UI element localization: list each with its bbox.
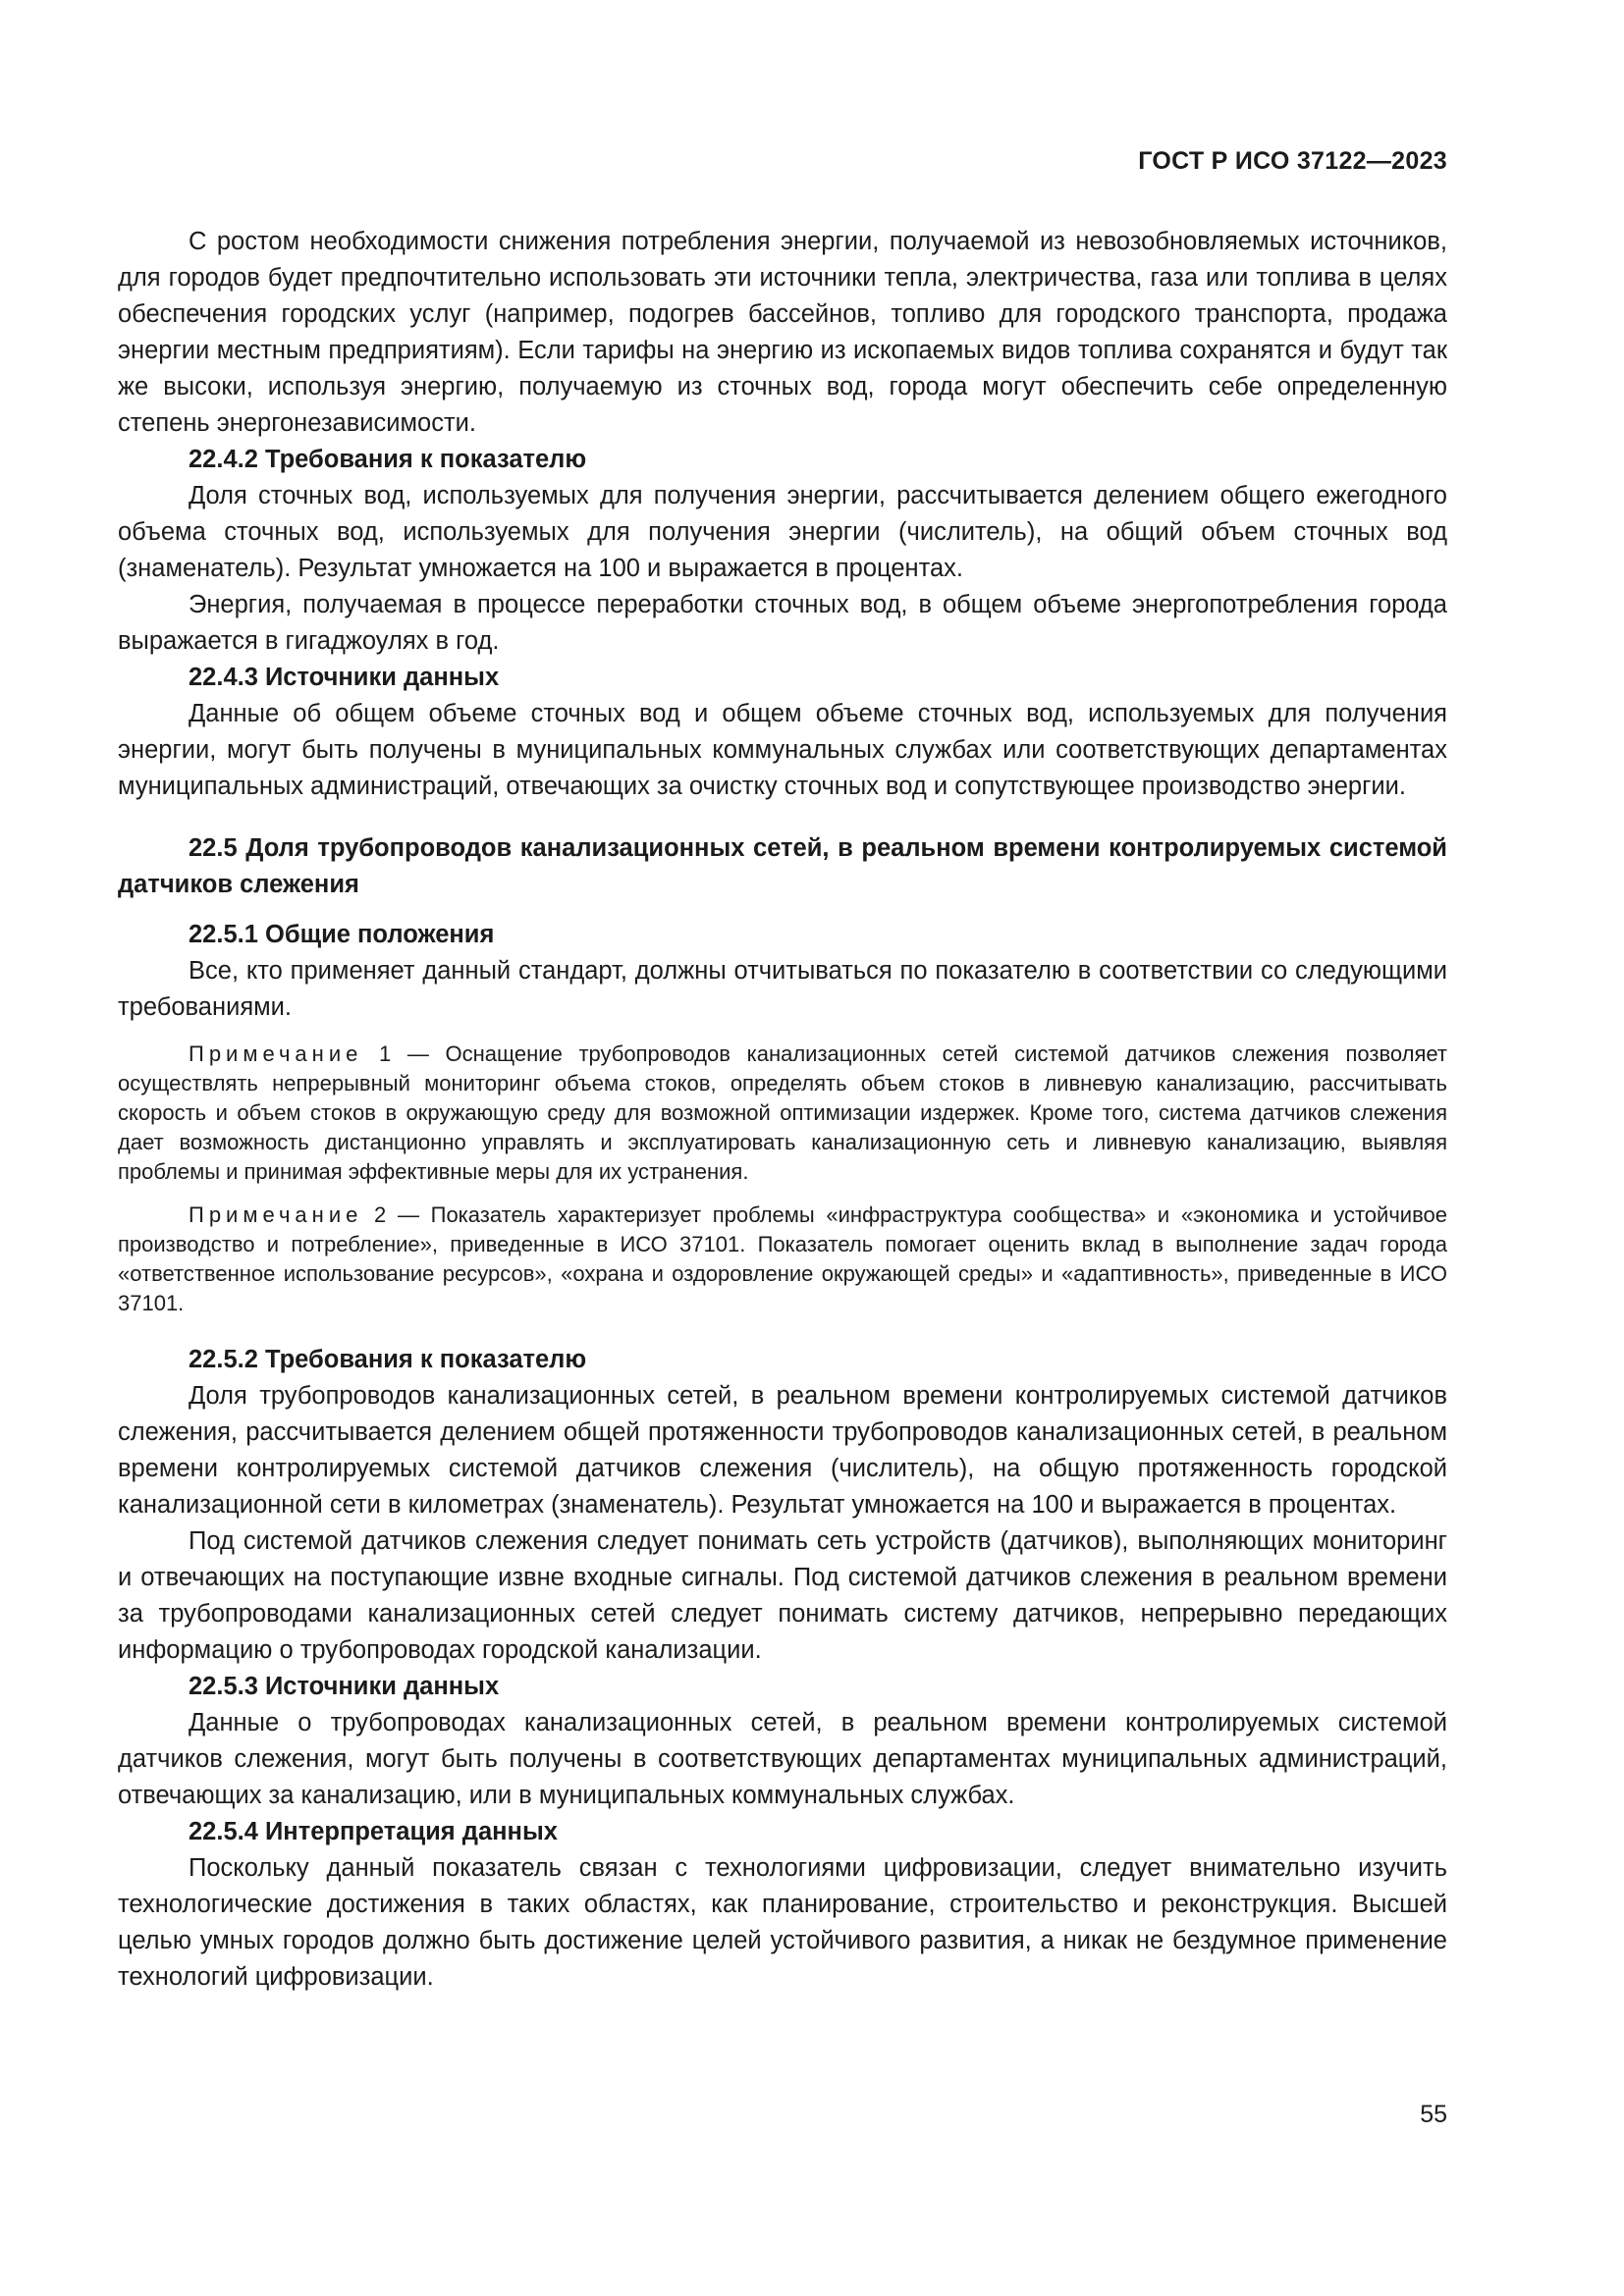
paragraph-22-5-2-calculation: Доля трубопроводов канализационных сетей, в реальном времени контролируемых системой датчиков слежения, рассчитывается делением общей протяженности трубопроводов канализационных сетей, в реальном времени контролируемых системой датчиков слежения (числитель), на общую протяженность городской канализационной сети в километрах (знаменатель). Результат умножается на 100 и выражается в процентах. bbox=[118, 1382, 1447, 1519]
note-2-label: Примечание bbox=[189, 1202, 363, 1227]
paragraph-22-5-4: Поскольку данный показатель связан с технологиями цифровизации, следует внимательно изучить технологические достижения в таких областях, как планирование, строительство и реконструкция. Высшей целью умных городов должно быть достижение целей устойчивого развития, а никак не бездумное применение технологий цифровизации. bbox=[118, 1854, 1447, 1991]
heading-22-5-1: 22.5.1 Общие положения bbox=[189, 921, 495, 948]
page-content bbox=[118, 224, 1447, 1996]
page-number: 55 bbox=[1420, 2101, 1447, 2128]
paragraph-22-5-1: Все, кто применяет данный стандарт, должны отчитываться по показателю в соответствии со следующими требованиями. bbox=[118, 957, 1447, 1021]
note-1 bbox=[118, 1040, 1447, 1187]
paragraph-22-5-2-definition: Под системой датчиков слежения следует понимать сеть устройств (датчиков), выполняющих мониторинг и отвечающих на поступающие извне входные сигналы. Под системой датчиков слежения в реальном времени за трубопроводами канализационных сетей следует понимать систему датчиков, непрерывно передающих информацию о трубопроводах городской канализации. bbox=[118, 1527, 1447, 1664]
heading-22-4-2: 22.4.2 Требования к показателю bbox=[189, 446, 587, 473]
paragraph-22-4-3: Данные об общем объеме сточных вод и общем объеме сточных вод, используемых для получения энергии, могут быть получены в муниципальных коммунальных службах или соответствующих департаментах муниципальных администраций, отвечающих за очистку сточных вод и сопутствующее производство энергии. bbox=[118, 700, 1447, 800]
document-code-header: ГОСТ Р ИСО 37122—2023 bbox=[1138, 147, 1447, 175]
heading-22-5-4: 22.5.4 Интерпретация данных bbox=[189, 1818, 558, 1845]
spacer bbox=[118, 903, 1447, 917]
note-2 bbox=[118, 1201, 1447, 1318]
note-2-text: 2 — Показатель характеризует проблемы «инфраструктура сообщества» и «экономика и устойчивое производство и потребление», приведенные в ИСО 37101. Показатель помогает оценить вклад в выполнение задач города «ответственное использование ресурсов», «охрана и оздоровление окружающей среды» и «адаптивность», приведенные в ИСО 37101. bbox=[118, 1202, 1447, 1315]
heading-22-5: 22.5 Доля трубопроводов канализационных сетей, в реальном времени контролируемых системой датчиков слежения bbox=[118, 834, 1447, 898]
note-1-text: 1 — Оснащение трубопроводов канализационных сетей системой датчиков слежения позволяет осуществлять непрерывный мониторинг объема стоков, определять объем стоков в ливневую канализацию, рассчитывать скорость и объем стоков в окружающую среду для возможной оптимизации издержек. Кроме того, система датчиков слежения дает возможность дистанционно управлять и эксплуатировать канализационную сеть и ливневую канализацию, выявляя проблемы и принимая эффективные меры для их устранения. bbox=[118, 1041, 1447, 1184]
heading-22-5-3: 22.5.3 Источники данных bbox=[189, 1673, 500, 1700]
paragraph-intro: С ростом необходимости снижения потребления энергии, получаемой из невозобновляемых источников, для городов будет предпочтительно использовать эти источники тепла, электричества, газа или топлива в целях обеспечения городских услуг (например, подогрев бассейнов, топливо для городского транспорта, продажа энергии местным предприятиям). Если тарифы на энергию из ископаемых видов топлива сохранятся и будут так же высоки, используя энергию, получаемую из сточных вод, города могут обеспечить себе определенную степень энергонезависимости. bbox=[118, 228, 1447, 437]
paragraph-22-4-2-calculation: Доля сточных вод, используемых для получения энергии, рассчитывается делением общего ежегодного объема сточных вод, используемых для получения энергии (числитель), на общий объем сточных вод (знаменатель). Результат умножается на 100 и выражается в процентах. bbox=[118, 482, 1447, 582]
heading-22-5-2: 22.5.2 Требования к показателю bbox=[189, 1346, 587, 1373]
paragraph-22-4-2-energy: Энергия, получаемая в процессе переработки сточных вод, в общем объеме энергопотребления города выражается в гигаджоулях в год. bbox=[118, 591, 1447, 655]
spacer bbox=[118, 1026, 1447, 1040]
note-1-label: Примечание bbox=[189, 1041, 363, 1066]
paragraph-22-5-3: Данные о трубопроводах канализационных сетей, в реальном времени контролируемых системой датчиков слежения, могут быть получены в соответствующих департаментах муниципальных администраций, отвечающих за канализацию, или в муниципальных коммунальных службах. bbox=[118, 1709, 1447, 1809]
heading-22-4-3: 22.4.3 Источники данных bbox=[189, 664, 500, 691]
spacer bbox=[118, 1187, 1447, 1201]
spacer bbox=[118, 1318, 1447, 1342]
